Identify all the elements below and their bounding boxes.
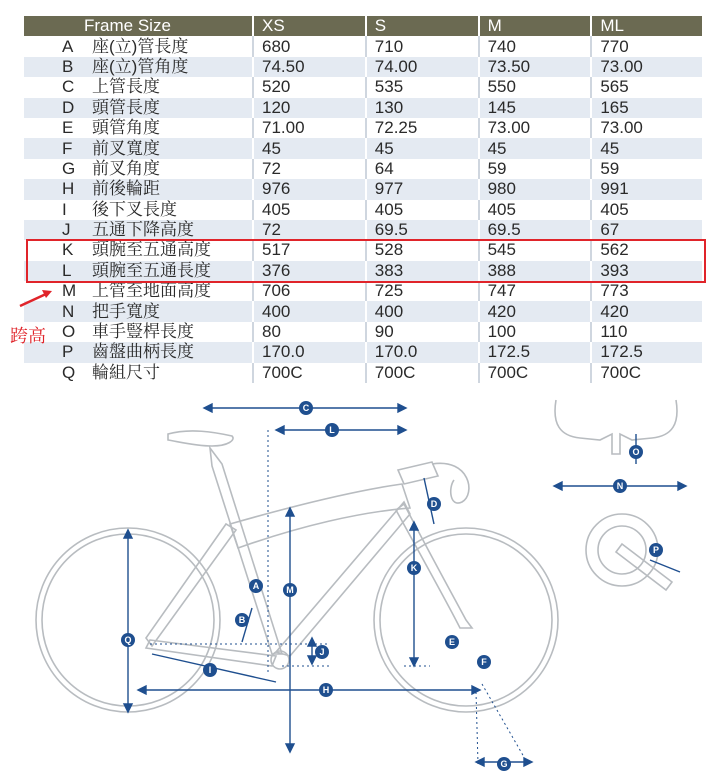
header-frame-size: Frame Size <box>84 16 253 36</box>
row-value: 45 <box>479 138 592 158</box>
row-value: 680 <box>253 36 366 56</box>
row-value: 405 <box>253 200 366 220</box>
badge-letter: K <box>410 563 418 573</box>
badge-letter: D <box>430 499 438 509</box>
row-key: J <box>24 220 84 240</box>
crank-arm <box>616 544 672 590</box>
row-value: 172.5 <box>479 342 592 362</box>
row-value: 710 <box>366 36 479 56</box>
row-value: 69.5 <box>366 220 479 240</box>
header-size-s: S <box>366 16 479 36</box>
table-row <box>24 281 702 301</box>
row-value: 45 <box>591 138 702 158</box>
badge-d <box>427 497 441 511</box>
badge-e <box>445 635 459 649</box>
badge-j <box>315 645 329 659</box>
row-name: 五通下降高度 <box>84 220 253 240</box>
header-size-ml: ML <box>591 16 702 36</box>
row-value: 773 <box>591 281 702 301</box>
row-name: 頭管長度 <box>84 98 253 118</box>
geometry-table <box>24 16 702 383</box>
row-key: D <box>24 98 84 118</box>
table-row <box>24 200 702 220</box>
row-value: 400 <box>366 301 479 321</box>
dimension-lines <box>124 404 686 766</box>
table-row <box>24 118 702 138</box>
table-row <box>24 301 702 321</box>
badge-h <box>319 683 333 697</box>
row-value: 74.50 <box>253 57 366 77</box>
row-key: B <box>24 57 84 77</box>
badge-letter: O <box>632 447 640 457</box>
badge-m <box>283 583 297 597</box>
table-row <box>24 179 702 199</box>
row-key: G <box>62 158 76 178</box>
row-value: 73.50 <box>479 57 592 77</box>
row-value: 73.00 <box>591 118 702 138</box>
row-value: 383 <box>366 261 479 281</box>
row-name: 前後輪距 <box>84 179 253 199</box>
row-value: 145 <box>479 98 592 118</box>
row-name: 上管長度 <box>92 77 160 97</box>
badge-b <box>235 613 249 627</box>
row-value: 405 <box>479 200 592 220</box>
row-value: 80 <box>253 322 366 342</box>
row-key: C <box>62 77 75 97</box>
table-row <box>24 159 702 179</box>
row-value: 67 <box>591 220 702 240</box>
row-value: 700C <box>591 363 702 383</box>
row-name: 座(立)管角度 <box>84 57 253 77</box>
row-name: 座(立)管長度 <box>92 36 189 56</box>
badge-g <box>497 757 511 771</box>
row-name: 後下叉長度 <box>92 199 177 219</box>
table-row <box>24 322 702 342</box>
red-arrow-icon <box>18 286 58 310</box>
row-value: 45 <box>366 138 479 158</box>
table-row <box>24 36 702 56</box>
saddle <box>168 431 233 446</box>
row-value: 545 <box>479 240 592 260</box>
bike-geometry-diagram <box>0 384 716 784</box>
table-row <box>24 98 702 118</box>
table-header-row <box>24 16 702 36</box>
badge-letter: N <box>616 481 624 491</box>
row-name: 把手寬度 <box>84 301 253 321</box>
row-value: 400 <box>253 301 366 321</box>
row-key: P <box>24 342 84 362</box>
seatstay <box>146 524 236 646</box>
row-value: 120 <box>253 98 366 118</box>
badge-c <box>299 401 313 415</box>
row-value: 520 <box>253 77 366 97</box>
row-value: 420 <box>479 301 592 321</box>
row-value: 393 <box>591 261 702 281</box>
row-value: 72.25 <box>366 118 479 138</box>
badge-letter: I <box>208 665 212 675</box>
row-value: 980 <box>479 179 592 199</box>
row-value: 528 <box>366 240 479 260</box>
row-value: 170.0 <box>366 342 479 362</box>
row-value: 550 <box>479 77 592 97</box>
row-key: H <box>24 179 84 199</box>
row-key: F <box>24 138 84 158</box>
highlight-box-k-l <box>26 239 706 283</box>
badge-p <box>649 543 663 557</box>
row-value: 74.00 <box>366 57 479 77</box>
row-key: K <box>62 240 74 260</box>
header-key-spacer <box>24 16 84 36</box>
badge-letter: C <box>302 403 310 413</box>
row-value: 747 <box>479 281 592 301</box>
row-key: N <box>24 301 84 321</box>
badge-f <box>477 655 491 669</box>
badge-letter: G <box>500 759 508 769</box>
badge-n <box>613 479 627 493</box>
row-key: O <box>62 322 76 342</box>
table-row <box>24 363 702 383</box>
row-value: 73.00 <box>479 118 592 138</box>
badge-q <box>121 633 135 647</box>
row-value: 725 <box>366 281 479 301</box>
row-value: 71.00 <box>253 118 366 138</box>
row-name: 頭腕至五通高度 <box>92 240 211 260</box>
row-value: 535 <box>366 77 479 97</box>
row-value: 376 <box>253 261 366 281</box>
table-row <box>24 77 702 97</box>
row-value: 700C <box>479 363 592 383</box>
row-name: 上管至地面高度 <box>92 281 211 301</box>
table-row <box>24 57 702 77</box>
row-value: 388 <box>479 261 592 281</box>
row-name: 前叉角度 <box>92 158 160 178</box>
row-value: 562 <box>591 240 702 260</box>
row-key: E <box>62 118 74 138</box>
row-name: 齒盤曲柄長度 <box>84 342 253 362</box>
row-value: 64 <box>366 159 479 179</box>
badge-letter: L <box>329 425 335 435</box>
row-value: 170.0 <box>253 342 366 362</box>
row-value: 565 <box>591 77 702 97</box>
row-key: A <box>62 36 74 56</box>
row-value: 700C <box>253 363 366 383</box>
row-value: 991 <box>591 179 702 199</box>
table-row <box>24 220 702 240</box>
badge-letter: E <box>448 637 456 647</box>
row-value: 740 <box>479 36 592 56</box>
header-size-m: M <box>479 16 592 36</box>
badge-a <box>249 579 263 593</box>
table-row <box>24 342 702 362</box>
row-name: 前叉寬度 <box>84 138 253 158</box>
row-value: 770 <box>591 36 702 56</box>
header-size-xs: XS <box>253 16 366 36</box>
top-tube <box>230 484 410 548</box>
row-name: 頭腕至五通長度 <box>84 261 253 281</box>
row-key: I <box>62 199 67 219</box>
row-value: 110 <box>591 322 702 342</box>
row-value: 700C <box>366 363 479 383</box>
row-value: 90 <box>366 322 479 342</box>
badge-letter: F <box>481 657 487 667</box>
row-value: 976 <box>253 179 366 199</box>
badge-letter: B <box>238 615 246 625</box>
row-value: 69.5 <box>479 220 592 240</box>
row-key: Q <box>62 362 76 382</box>
row-value: 72 <box>253 220 366 240</box>
row-value: 517 <box>253 240 366 260</box>
bike-outline <box>36 400 677 712</box>
badge-l <box>325 423 339 437</box>
handlebar-stem <box>398 462 438 484</box>
row-value: 706 <box>253 281 366 301</box>
badge-letter: H <box>322 685 330 695</box>
row-value: 172.5 <box>591 342 702 362</box>
row-value: 72 <box>253 159 366 179</box>
row-value: 73.00 <box>591 57 702 77</box>
badge-i <box>203 663 217 677</box>
badge-letter: J <box>319 647 325 657</box>
badge-o <box>629 445 643 459</box>
chainring-inner <box>598 526 646 574</box>
row-name: 頭管角度 <box>92 118 160 138</box>
row-value: 45 <box>253 138 366 158</box>
badge-letter: P <box>652 545 660 555</box>
row-value: 59 <box>479 159 592 179</box>
row-name: 輪組尺寸 <box>92 362 160 382</box>
row-key: M <box>62 281 77 301</box>
badge-letter: A <box>252 581 260 591</box>
badge-k <box>407 561 421 575</box>
row-value: 59 <box>591 159 702 179</box>
row-value: 420 <box>591 301 702 321</box>
table-row <box>24 138 702 158</box>
badge-letter: Q <box>124 635 132 645</box>
badge-letter: M <box>286 585 294 595</box>
badge-markers <box>121 401 663 771</box>
row-value: 130 <box>366 98 479 118</box>
standover-label: 跨高 <box>10 326 46 347</box>
row-value: 165 <box>591 98 702 118</box>
drop-bar <box>432 463 469 503</box>
row-key: L <box>24 261 84 281</box>
handlebar-top-view <box>555 400 677 454</box>
row-value: 405 <box>591 200 702 220</box>
row-value: 100 <box>479 322 592 342</box>
row-name: 車手豎桿長度 <box>92 322 194 342</box>
row-value: 405 <box>366 200 479 220</box>
row-value: 977 <box>366 179 479 199</box>
